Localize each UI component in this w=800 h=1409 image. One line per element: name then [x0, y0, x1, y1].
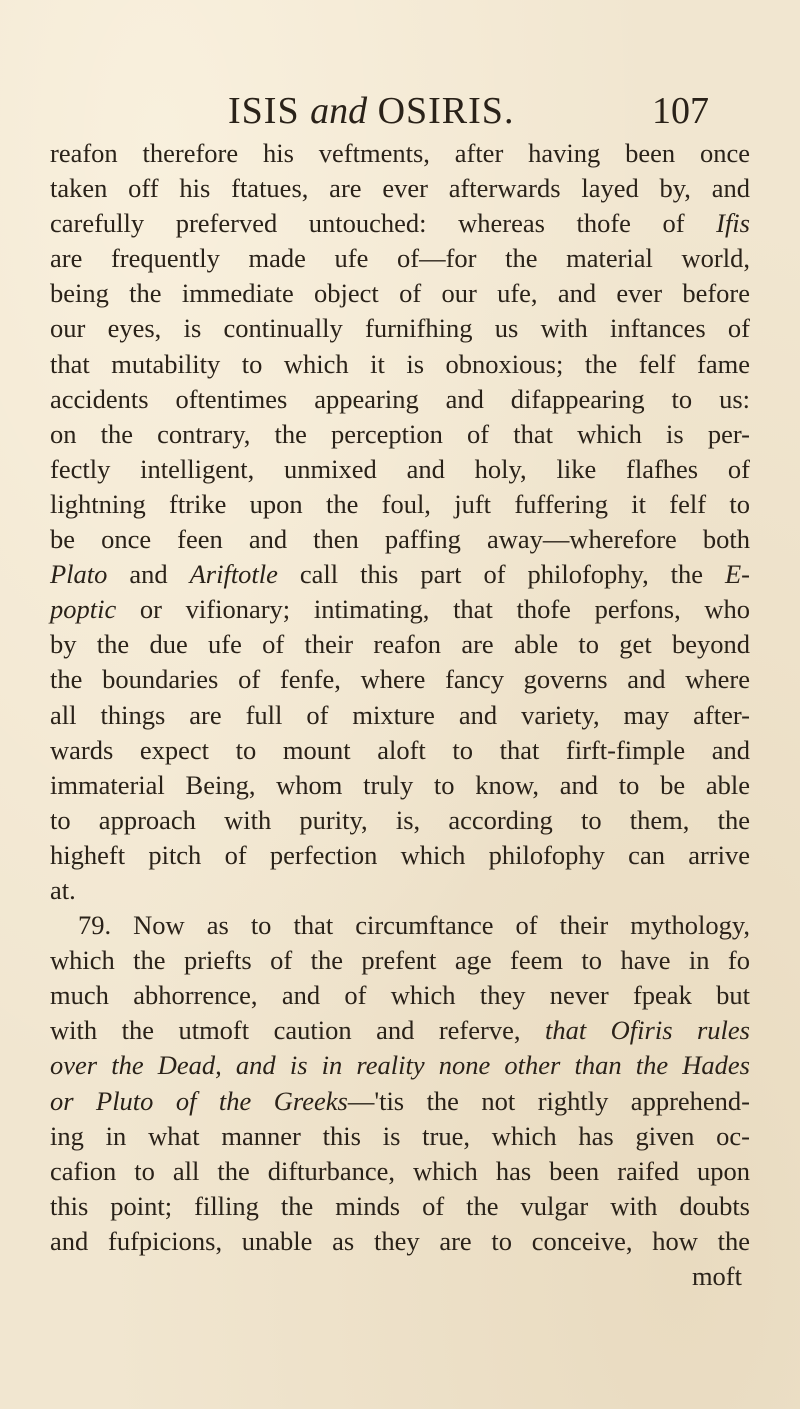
running-title-osiris: OSIRIS. [377, 90, 515, 132]
text-line [50, 1048, 750, 1083]
text-line [50, 136, 750, 171]
text-line [50, 311, 750, 346]
text-segment: are frequently made ufe of—for the material world, [50, 243, 750, 274]
text-line [50, 452, 750, 487]
text-segment: and fufpicions, unable as they are to conceive, how the [50, 1225, 750, 1256]
text-line [50, 382, 750, 417]
text-segment: fectly intelligent, unmixed and holy, like flafhes of [50, 453, 750, 484]
text-line [50, 1259, 750, 1294]
text-segment: being the immediate object of our ufe, and ever before [50, 278, 750, 309]
text-line [50, 978, 750, 1013]
text-segment: which the priefts of the prefent age feem to have in fo [50, 945, 750, 976]
text-line [50, 592, 750, 627]
text-line [50, 276, 750, 311]
text-segment: accidents oftentimes appearing and difappearing to us: [50, 383, 750, 414]
text-line [50, 1189, 750, 1224]
text-line [50, 171, 750, 206]
text-segment: this point; filling the minds of the vulgar with doubts [50, 1190, 750, 1221]
running-title-isis: ISIS [228, 90, 300, 132]
text-line [50, 1013, 750, 1048]
text-line [50, 768, 750, 803]
text-segment: poptic [50, 594, 117, 625]
text-segment: ing in what manner this is true, which has given oc- [50, 1120, 750, 1151]
text-line [50, 908, 750, 943]
text-line [50, 1224, 750, 1259]
text-segment: higheft pitch of perfection which philofophy can arrive [50, 839, 750, 870]
text-segment: by the due ufe of their reafon are able to get beyond [50, 629, 750, 660]
text-line [50, 206, 750, 241]
text-segment: 79. Now as to that circumftance of their mythology, [78, 910, 750, 941]
text-line [50, 522, 750, 557]
text-segment: our eyes, is continually furnifhing us with inftances of [50, 313, 750, 344]
text-line [50, 417, 750, 452]
text-line [50, 347, 750, 382]
text-line [50, 838, 750, 873]
text-segment: much abhorrence, and of which they never fpeak but [50, 980, 750, 1011]
text-line [50, 943, 750, 978]
text-segment: cafion to all the difturbance, which has been raifed upon [50, 1155, 750, 1186]
text-segment: taken off his ftatues, are ever afterwards layed by, and [50, 173, 750, 204]
text-segment: reafon therefore his veftments, after having been once [50, 138, 750, 168]
text-line [50, 241, 750, 276]
text-segment: or vifionary; intimating, that thofe perfons, who [116, 594, 750, 625]
text-segment: wards expect to mount aloft to that firft-fimple and [50, 734, 750, 765]
text-line [50, 662, 750, 697]
text-segment: E- [724, 559, 750, 590]
text-segment: over the Dead, and is in reality none other than the Hades [50, 1050, 750, 1081]
text-segment: or Pluto of the Greeks [50, 1085, 348, 1116]
running-title-and: and [310, 90, 368, 132]
text-line [50, 1119, 750, 1154]
text-segment: Plato [50, 559, 108, 590]
text-segment: call this part of philofophy, the [277, 559, 725, 590]
text-line [50, 1154, 750, 1189]
text-segment: immaterial Being, whom truly to know, and to be able [50, 769, 750, 800]
text-segment: and [107, 559, 190, 590]
page-number: 107 [652, 90, 709, 132]
running-title [228, 88, 514, 134]
text-line [50, 733, 750, 768]
text-segment: moft [691, 1261, 742, 1291]
body-text [50, 136, 750, 1294]
text-segment: Ariftotle [189, 559, 278, 590]
text-segment: carefully preferved untouched: whereas thofe of [50, 208, 717, 239]
running-header [0, 88, 800, 134]
text-line [50, 1084, 750, 1119]
text-line [50, 557, 750, 592]
text-segment: lightning ftrike upon the foul, juft fuffering it felf to [50, 488, 750, 519]
text-segment: at. [50, 874, 76, 905]
text-line [50, 698, 750, 733]
text-segment: Ifis [716, 208, 750, 239]
text-segment: be once feen and then paffing away—wherefore both [50, 524, 750, 555]
text-line [50, 487, 750, 522]
text-line [50, 873, 750, 908]
text-segment: all things are full of mixture and variety, may after- [50, 699, 750, 730]
text-segment: that mutability to which it is obnoxious; the felf fame [50, 348, 750, 379]
text-segment: that Ofiris rules [544, 1015, 750, 1046]
text-segment: on the contrary, the perception of that which is per- [50, 418, 750, 449]
text-line [50, 803, 750, 838]
text-segment: to approach with purity, is, according to them, the [50, 804, 750, 835]
text-line [50, 627, 750, 662]
text-segment: —'tis the not rightly apprehend- [347, 1085, 750, 1116]
text-segment: the boundaries of fenfe, where fancy governs and where [50, 664, 750, 695]
text-segment: with the utmoft caution and referve, [50, 1015, 545, 1046]
